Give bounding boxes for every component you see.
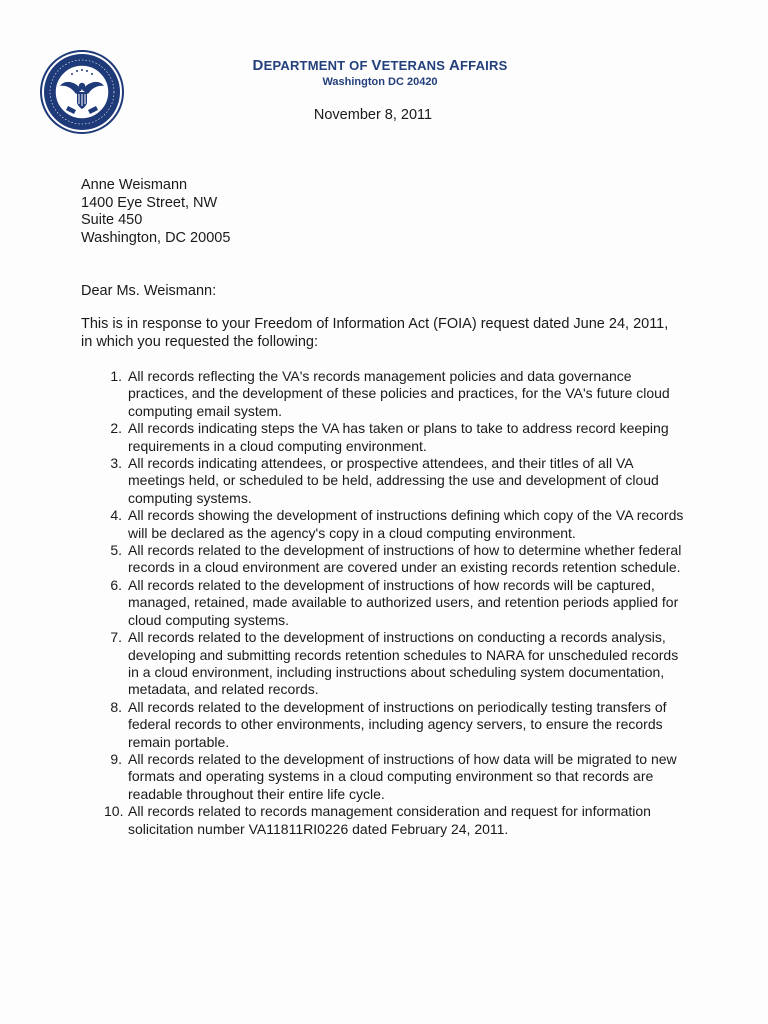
department-name: DEPARTMENT OF VETERANS AFFAIRS — [252, 57, 508, 74]
list-item-number: 6. — [110, 576, 122, 593]
list-item-text: All records related to records management consideration and request for information solicitation number VA11811RI0226 dated February 24, 2011. — [128, 803, 651, 837]
va-seal-icon — [40, 50, 124, 134]
list-item-text: All records related to the development of instructions of how records will be captured, managed, retained, made available to authorized users, and retention periods applied for cloud computing systems. — [128, 576, 679, 628]
recipient-city: Washington, DC 20005 — [81, 229, 231, 246]
letter-date: November 8, 2011 — [313, 107, 433, 123]
list-item-text: All records related to the development of instructions on periodically testing transfers of federal records to other environments, including agency servers, to ensure the records remain portable. — [128, 698, 667, 750]
list-item-text: All records indicating steps the VA has taken or plans to take to address record keeping requirements in a cloud computing environment. — [128, 420, 669, 454]
list-item — [98, 507, 688, 542]
list-item-number: 9. — [110, 750, 122, 767]
list-item-number: 3. — [110, 455, 122, 472]
recipient-street: 1400 Eye Street, NW — [81, 194, 218, 211]
list-item-number: 4. — [110, 507, 122, 524]
list-item-text: All records reflecting the VA's records management policies and data governance practices, and the development of these policies and practices, for the VA's future cloud computing email system. — [128, 368, 670, 419]
list-item — [98, 455, 688, 507]
list-item-text: All records showing the development of instructions defining which copy of the VA records will be declared as the agency's copy in a cloud computing environment. — [128, 507, 684, 541]
list-item-text: All records related to the development of instructions of how to determine whether federal records in a cloud environment are covered under an existing records retention schedule. — [128, 542, 682, 576]
letterhead — [200, 58, 560, 89]
list-item-number: 2. — [110, 420, 122, 437]
salutation: Dear Ms. Weismann: — [81, 283, 217, 299]
list-item-number: 10. — [104, 803, 124, 820]
list-item — [98, 577, 688, 629]
list-item — [98, 368, 688, 420]
list-item — [98, 803, 688, 838]
recipient-address — [81, 177, 230, 247]
list-item — [98, 751, 688, 803]
list-item-text: All records indicating attendees, or prospective attendees, and their titles of all VA meetings held, or scheduled to be held, addressing the use and development of cloud computing systems. — [128, 455, 659, 506]
department-city: Washington DC 20420 — [322, 76, 438, 88]
list-item-number: 7. — [110, 629, 122, 646]
request-list — [98, 368, 688, 838]
list-item-number: 8. — [110, 698, 122, 715]
list-item — [98, 542, 688, 577]
list-item-text: All records related to the development of instructions of how data will be migrated to new formats and operating systems in a cloud computing environment so that records are readable throughout their entire life cycle. — [128, 750, 677, 802]
list-item-number: 1. — [110, 368, 122, 384]
list-item-number: 5. — [110, 542, 122, 559]
list-item — [98, 629, 688, 699]
recipient-name: Anne Weismann — [81, 177, 188, 193]
list-item-text: All records related to the development of instructions on conducting a records analysis, developing and submitting records retention schedules to NARA for unscheduled records in a cloud environment, including instructions about scheduling system documentation, metadata, and related records. — [128, 629, 679, 698]
list-item — [98, 699, 688, 751]
intro-paragraph: This is in response to your Freedom of Information Act (FOIA) request dated June 24, 2011, in which you requested the following: — [81, 316, 669, 350]
list-item — [98, 420, 688, 455]
recipient-suite: Suite 450 — [81, 212, 143, 228]
